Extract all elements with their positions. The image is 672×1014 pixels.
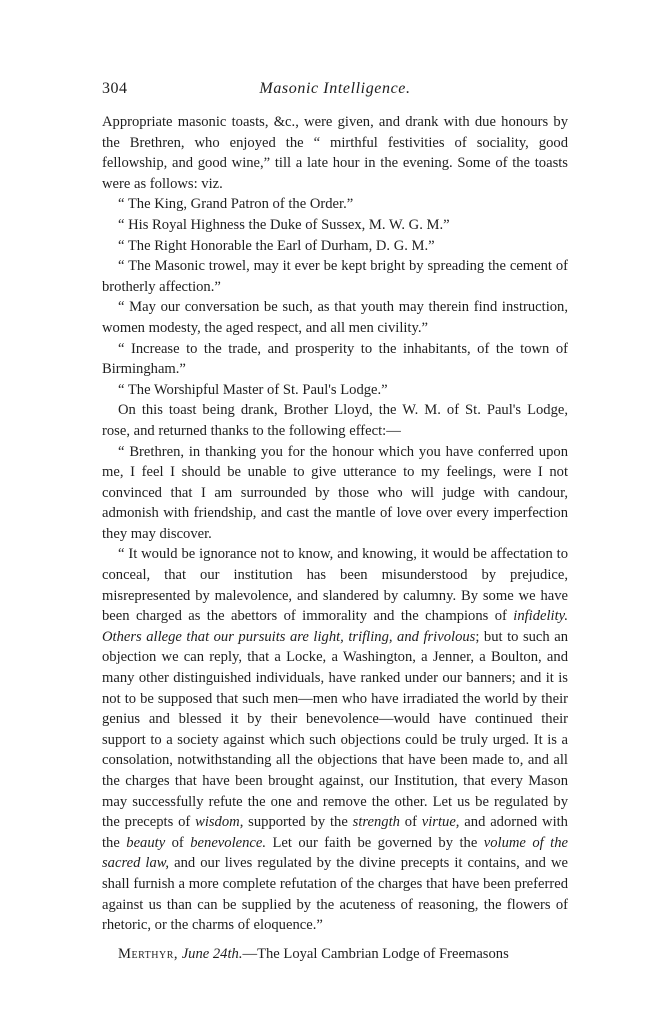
speech-text: supported by the xyxy=(243,814,353,831)
paragraph-speech-2 xyxy=(102,544,568,935)
paragraph-merthyr xyxy=(102,944,568,965)
page-number: 304 xyxy=(102,80,128,97)
speech-text: and our lives regulated by the divine precepts it contains, and we shall furnish a more complete refutation of the charges that have been preferred against us than can be supplied by the acuteness of reasoning, the flowers of rhetoric, or the charms of eloquence.” xyxy=(102,855,568,934)
speech-italic: infidelity. Others allege that our pursuits are light, trifling, and frivolous xyxy=(102,608,568,645)
speech-text: of xyxy=(399,814,422,831)
toast-item: “ His Royal Highness the Duke of Sussex, M. W. G. M.” xyxy=(118,216,450,233)
page-header xyxy=(102,80,568,106)
speech-italic: wisdom, xyxy=(195,814,244,831)
toast-item: “ Increase to the trade, and prosperity to the inhabitants, of the town of Birmingham.” xyxy=(102,340,568,378)
speech-text: of xyxy=(165,834,191,851)
body-text xyxy=(102,112,568,964)
toast-item: “ The Right Honorable the Earl of Durham, D. G. M.” xyxy=(118,237,435,254)
toast-item: “ The Masonic trowel, may it ever be kept bright by spreading the cement of brotherly affection.” xyxy=(102,258,568,295)
toast-item: “ The King, Grand Patron of the Order.” xyxy=(118,196,354,213)
speech-italic: benevolence. xyxy=(190,834,267,851)
speech-italic: virtue, xyxy=(421,814,460,831)
speech-text: ; but to such an objection we can reply, that a Locke, a Washington, a Jenner, a Boulton, and many other distinguished individuals, have ranked under our banners; and it is not to be supposed that such men—men who have irradiated the world by their genius and blessed it by their benevolence—would have continued their support to a society against which such objections could be truly urged. It is a consolation, notwithstanding all the objections that have been made to, and all the charges that have been brought against, our Institution, that every Mason may successfully refute the one and remove the other. Let us be regulated by the precepts of xyxy=(102,628,568,831)
toast-item: “ The Worshipful Master of St. Paul's Lodge.” xyxy=(118,381,388,398)
speech-text: Let our faith be governed by the xyxy=(266,834,484,851)
book-page xyxy=(102,80,568,964)
paragraph-reply-intro: On this toast being drank, Brother Lloyd, the W. M. of St. Paul's Lodge, rose, and returned thanks to the following effect:— xyxy=(102,402,568,439)
speech-text: “ It would be ignorance not to know, and knowing, it would be affectation to conceal, that our institution has been misunderstood by prejudice, misrepresented by malevolence, and slandered by calumny. By some we have been charged as the abettors of immorality and the champions of xyxy=(102,546,568,625)
toast-item: “ May our conversation be such, as that youth may therein find instruction, women modesty, the aged respect, and all men civility.” xyxy=(102,299,568,336)
running-title: Masonic Intelligence. xyxy=(259,80,411,97)
place-name: Merthyr, xyxy=(118,945,179,962)
entry-text: —The Loyal Cambrian Lodge of Freemasons xyxy=(242,945,509,962)
speech-italic: volume of the sacred law, xyxy=(102,834,568,872)
paragraph-toasts-intro: Appropriate masonic toasts, &c., were given, and drank with due honours by the Brethren, who enjoyed the “ mirthful festivities of sociality, good fellowship, and good wine,” till a late hour in the evening. Some of the toasts were as follows: viz. xyxy=(102,114,568,192)
toast-list xyxy=(102,194,568,400)
speech-italic: strength xyxy=(352,814,400,831)
entry-date: June 24th. xyxy=(181,945,243,962)
paragraph-speech-1: “ Brethren, in thanking you for the honour which you have conferred upon me, I feel I should be unable to give utterance to my feelings, were I not convinced that I am surrounded by those who will judge with candour, admonish with friendship, and cast the mantle of love over every imperfection they may discover. xyxy=(102,443,568,542)
speech-italic: beauty xyxy=(126,834,166,851)
speech-text: and adorned with the xyxy=(102,814,568,851)
